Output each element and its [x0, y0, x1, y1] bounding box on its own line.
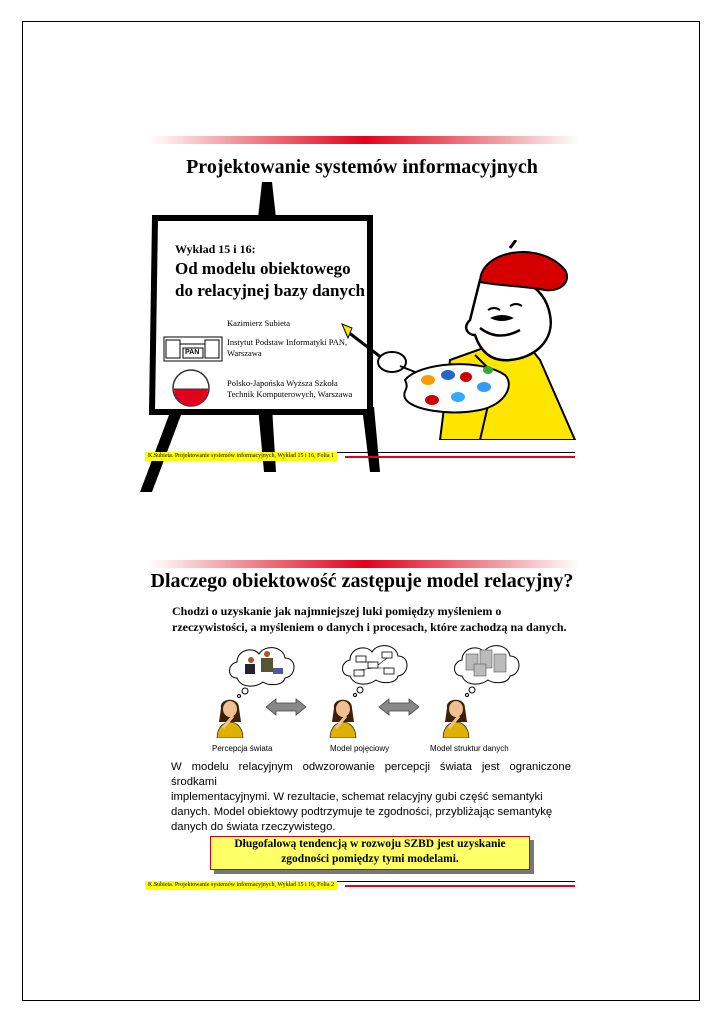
school-line-2: Technik Komputerowych, Warszawa [227, 389, 353, 399]
woman-thinking-icon [326, 696, 362, 738]
slide1-title: Projektowanie systemów informacyjnych [186, 156, 538, 178]
pjwstk-logo-icon [171, 368, 211, 408]
school-info [227, 378, 352, 400]
intro-line-2: rzeczywistości, a myśleniem o danych i procesach, które zachodzą na danych. [172, 620, 567, 634]
lecture-label: Wykład 15 i 16: [175, 242, 256, 256]
institute-info [227, 337, 347, 359]
double-arrow-icon [378, 698, 420, 716]
slide2-footer [145, 881, 575, 890]
slide1-header-bar [150, 136, 580, 144]
pan-logo-text: PAN [185, 349, 200, 356]
lecture-subtitle [175, 258, 365, 302]
slide2-body [171, 760, 571, 835]
painter-icon [340, 240, 580, 440]
slide1-footer-text: K.Subieta. Projektowanie systemów informacyjnych, Wykład 15 i 16, Folia 1 [145, 452, 337, 461]
double-arrow-icon [265, 698, 307, 716]
caption-percepcja: Percepcja świata [212, 744, 273, 753]
woman-thinking-icon [213, 696, 249, 738]
intro-line-1: Chodzi o uzyskanie jak najmniejszej luki pomiędzy myśleniem o [172, 604, 502, 618]
body-line-2: implementacyjnymi. W rezultacie, schemat relacyjny gubi część semantyki [171, 791, 543, 803]
slide2-header-bar [150, 560, 580, 568]
slide1-footer [145, 452, 575, 461]
slide2-intro [172, 603, 602, 635]
conclusion-line-2: zgodności pomiędzy tymi modelami. [281, 853, 459, 865]
body-line-4: danych do świata rzeczywistego. [171, 821, 336, 833]
thought-cloud-icon [338, 638, 410, 698]
institute-line-1: Instytut Podstaw Informatyki PAN, [227, 337, 348, 347]
slide2-footer-text: K.Subieta. Projektowanie systemów informacyjnych, Wykład 15 i 16, Folia 2 [145, 881, 337, 890]
body-line-1: W modelu relacyjnym odwzorowanie percepcji świata jest ograniczone środkami [171, 761, 571, 788]
woman-thinking-icon [439, 696, 475, 738]
thought-cloud-icon [225, 642, 297, 698]
institute-line-2: Warszawa [227, 348, 262, 358]
slide2-title: Dlaczego obiektowość zastępuje model relacyjny? [150, 570, 574, 592]
thought-cloud-icon [450, 638, 522, 698]
caption-model-struktur: Model struktur danych [430, 744, 509, 753]
subtitle-line-1: Od modelu obiektowego [175, 259, 351, 278]
school-line-1: Polsko-Japońska Wyższa Szkoła [227, 378, 338, 388]
caption-model-pojeciowy: Model pojęciowy [330, 744, 390, 753]
subtitle-line-2: do relacyjnej bazy danych [175, 281, 365, 300]
conclusion-box [210, 836, 530, 870]
author-name: Kazimierz Subieta [227, 318, 291, 328]
body-line-3: danych. Model obiektowy podtrzymuje te zgodności, przybliżając semantykę [171, 806, 553, 818]
conclusion-line-1: Długofalową tendencją w rozwoju SZBD jest uzyskanie [234, 838, 506, 850]
pan-logo-icon [163, 336, 223, 362]
